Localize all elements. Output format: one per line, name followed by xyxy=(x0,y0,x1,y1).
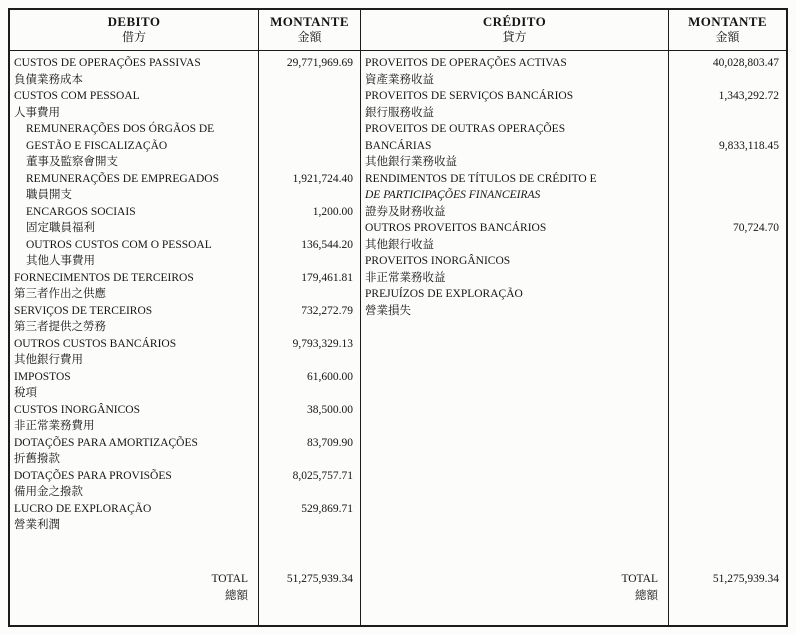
debit-account-lines xyxy=(10,55,258,534)
empty-line xyxy=(669,588,786,605)
amount-value: 9,793,329.13 xyxy=(292,337,353,350)
account-label: ENCARGOS SOCIAIS xyxy=(26,205,136,218)
column-header-credit-amount-zh: 金額 xyxy=(715,30,740,44)
account-label: 稅項 xyxy=(14,387,37,399)
column-header-debit-zh: 借方 xyxy=(121,30,146,44)
debit-amounts-column xyxy=(258,51,360,625)
account-label: 負債業務成本 xyxy=(14,73,83,86)
account-label: FORNECIMENTOS DE TERCEIROS xyxy=(14,271,194,284)
account-label: 第三者提供之勞務 xyxy=(14,321,106,333)
account-label: CUSTOS INORGÂNICOS xyxy=(14,403,140,416)
debit-total-label-pt: TOTAL xyxy=(211,573,248,585)
amount-value xyxy=(669,253,786,270)
spacer xyxy=(361,319,668,571)
account-label: PREJUÍZOS DE EXPLORAÇÃO xyxy=(365,288,523,300)
amount-value: 179,461.81 xyxy=(301,271,353,284)
account-label: 備用金之撥款 xyxy=(14,486,83,498)
account-label: 證券及財務收益 xyxy=(365,205,446,218)
account-label: PROVEITOS INORGÂNICOS xyxy=(365,255,511,267)
debit-amount-lines xyxy=(259,55,360,534)
account-label: 董事及監察會開支 xyxy=(26,156,118,168)
amount-value xyxy=(259,154,360,171)
profit-loss-table xyxy=(8,8,788,627)
account-label: OUTROS CUSTOS BANCÁRIOS xyxy=(14,337,177,350)
spacer xyxy=(259,534,360,572)
account-label: DOTAÇÕES PARA PROVISÕES xyxy=(14,469,172,482)
account-label: 第三者作出之供應 xyxy=(14,288,106,300)
debit-total-amount-block xyxy=(259,571,360,625)
amount-value xyxy=(259,253,360,270)
debit-total-label-zh: 總額 xyxy=(225,589,248,602)
account-label: 人事費用 xyxy=(14,106,60,119)
amount-value xyxy=(259,105,360,122)
column-header-debit-amount-zh: 金額 xyxy=(297,30,322,44)
amount-value: 8,025,757.71 xyxy=(292,469,353,482)
amount-value xyxy=(669,171,786,188)
column-header-credit xyxy=(360,10,668,51)
column-header-credit-pt: CRÉDITO xyxy=(482,14,547,29)
amount-value xyxy=(669,154,786,171)
amount-value xyxy=(259,484,360,501)
amount-value xyxy=(669,237,786,254)
account-label: 其他銀行收益 xyxy=(365,238,434,251)
account-label: GESTÃO E FISCALIZAÇÃO xyxy=(26,139,168,152)
empty-line xyxy=(259,588,360,605)
amount-value xyxy=(669,270,786,287)
amount-value: 529,869.71 xyxy=(301,502,353,515)
amount-value xyxy=(259,319,360,336)
spacer xyxy=(10,534,258,572)
amount-value xyxy=(259,451,360,468)
amount-value: 136,544.20 xyxy=(301,238,353,251)
credit-total-label-zh: 總額 xyxy=(635,589,658,602)
amount-value xyxy=(669,121,786,138)
account-label: DOTAÇÕES PARA AMORTIZAÇÕES xyxy=(14,436,198,449)
account-label: PROVEITOS DE OPERAÇÕES ACTIVAS xyxy=(365,57,567,69)
account-label: IMPOSTOS xyxy=(14,370,71,383)
account-label: 非正常業務收益 xyxy=(365,271,446,284)
column-header-debit-pt: DEBITO xyxy=(107,14,161,29)
amount-value xyxy=(259,286,360,303)
column-header-debit-amount-pt: MONTANTE xyxy=(270,14,349,29)
column-header-credit-amount-pt: MONTANTE xyxy=(688,14,767,29)
credit-total-amount: 51,275,939.34 xyxy=(712,573,779,585)
credit-total-labels xyxy=(361,571,668,625)
amount-value xyxy=(259,121,360,138)
amount-value: 40,028,803.47 xyxy=(712,57,779,69)
credit-account-lines xyxy=(361,55,668,319)
credit-accounts-column xyxy=(360,51,668,625)
account-label: BANCÁRIAS xyxy=(365,139,432,152)
account-label: 營業損失 xyxy=(365,304,411,317)
amount-value xyxy=(669,303,786,320)
amount-value: 29,771,969.69 xyxy=(286,57,353,69)
amount-value xyxy=(669,187,786,204)
amount-value: 83,709.90 xyxy=(307,436,353,449)
amount-value: 732,272.79 xyxy=(301,304,353,317)
account-label: 固定職員福利 xyxy=(26,222,95,234)
amount-value: 61,600.00 xyxy=(307,370,353,383)
account-label: PROVEITOS DE SERVIÇOS BANCÁRIOS xyxy=(365,90,574,102)
spacer xyxy=(669,319,786,571)
account-label: 其他銀行業務收益 xyxy=(365,156,457,168)
debit-accounts-column xyxy=(10,51,258,625)
amount-value: 38,500.00 xyxy=(307,403,353,416)
amount-value xyxy=(669,72,786,89)
account-label: DE PARTICIPAÇÕES FINANCEIRAS xyxy=(365,189,541,201)
amount-value xyxy=(669,204,786,221)
account-label: 銀行服務收益 xyxy=(365,106,434,119)
account-label: RENDIMENTOS DE TÍTULOS DE CRÉDITO E xyxy=(365,172,597,185)
amount-value: 1,343,292.72 xyxy=(718,90,779,102)
account-label: REMUNERAÇÕES DOS ÓRGÃOS DE xyxy=(26,123,215,135)
amount-value xyxy=(259,517,360,534)
amount-value xyxy=(259,187,360,204)
account-label: 其他銀行費用 xyxy=(14,354,83,366)
account-label: CUSTOS COM PESSOAL xyxy=(14,90,140,102)
account-label: LUCRO DE EXPLORAÇÃO xyxy=(14,502,152,515)
amount-value: 1,921,724.40 xyxy=(292,172,353,185)
account-label: 營業利潤 xyxy=(14,519,60,531)
account-label: 折舊撥款 xyxy=(14,453,60,465)
amount-value: 9,833,118.45 xyxy=(719,139,779,152)
account-label: 職員開支 xyxy=(26,189,72,201)
column-header-credit-amount xyxy=(668,10,786,51)
account-label: 其他人事費用 xyxy=(26,255,95,267)
amount-value xyxy=(259,352,360,369)
amount-value xyxy=(259,72,360,89)
account-label: REMUNERAÇÕES DE EMPREGADOS xyxy=(26,172,219,185)
column-header-debit xyxy=(10,10,258,51)
amount-value xyxy=(259,418,360,435)
column-header-credit-zh: 貸方 xyxy=(502,30,527,44)
account-label: OUTROS PROVEITOS BANCÁRIOS xyxy=(365,222,547,234)
debit-total-amount: 51,275,939.34 xyxy=(286,573,353,585)
amount-value xyxy=(259,88,360,105)
amount-value: 1,200.00 xyxy=(312,205,353,218)
credit-total-amount-block xyxy=(669,571,786,625)
amount-value xyxy=(669,286,786,303)
credit-amount-lines xyxy=(669,55,786,319)
account-label: CUSTOS DE OPERAÇÕES PASSIVAS xyxy=(14,57,201,69)
account-label: 資產業務收益 xyxy=(365,73,434,86)
credit-amounts-column xyxy=(668,51,786,625)
amount-value xyxy=(259,385,360,402)
amount-value: 70,724.70 xyxy=(733,222,779,234)
credit-total-label-pt: TOTAL xyxy=(621,573,658,585)
debit-total-labels xyxy=(10,571,258,625)
column-header-debit-amount xyxy=(258,10,360,51)
account-label: 非正常業務費用 xyxy=(14,420,95,432)
account-label: SERVIÇOS DE TERCEIROS xyxy=(14,304,153,317)
amount-value xyxy=(259,220,360,237)
amount-value xyxy=(669,105,786,122)
amount-value xyxy=(259,138,360,155)
account-label: OUTROS CUSTOS COM O PESSOAL xyxy=(26,238,212,251)
account-label: PROVEITOS DE OUTRAS OPERAÇÕES xyxy=(365,123,566,135)
